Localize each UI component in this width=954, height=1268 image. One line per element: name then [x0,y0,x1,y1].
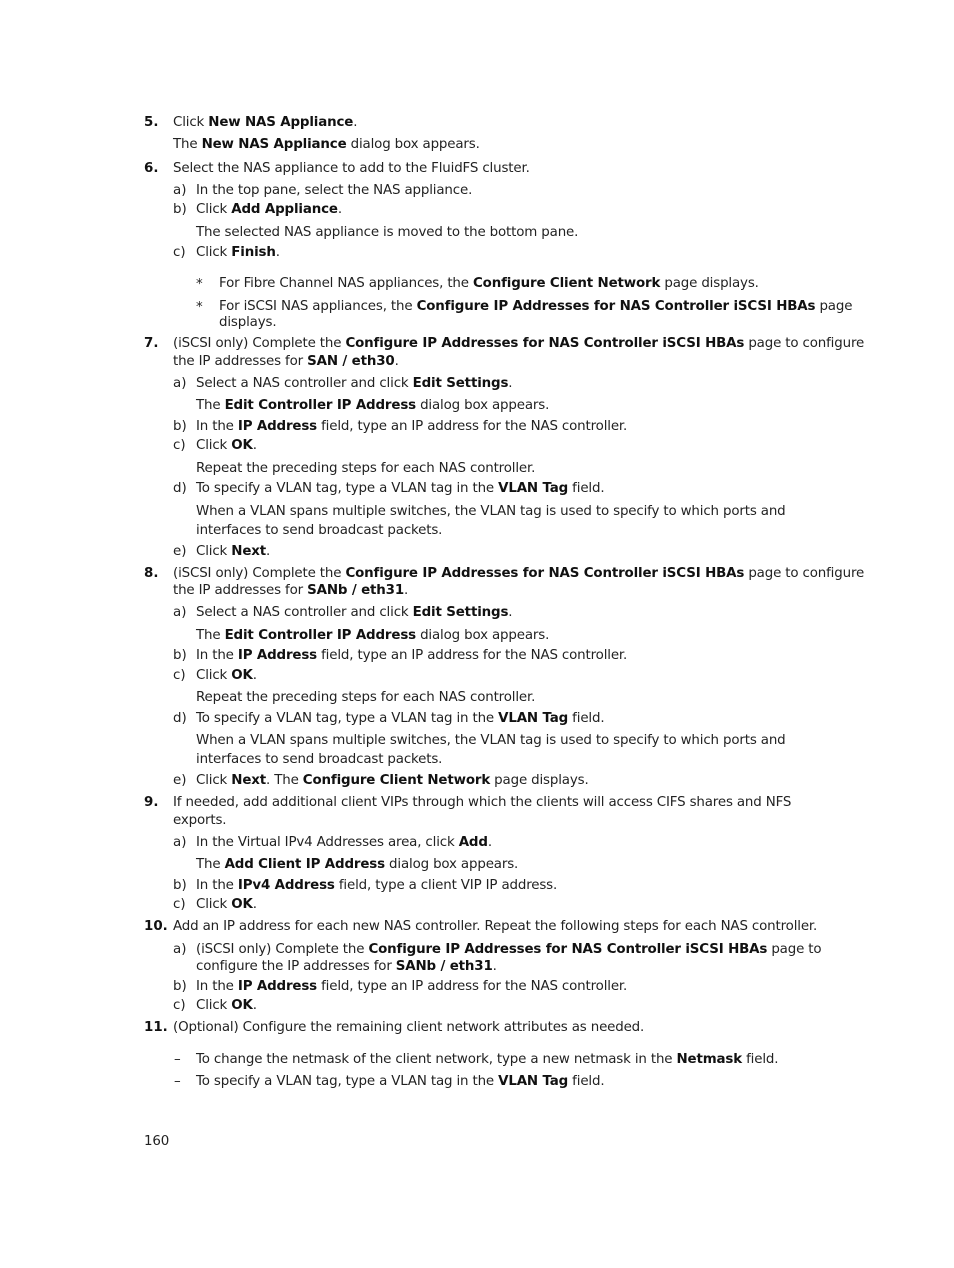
substep-text: In the Virtual IPv4 Addresses area, click Add. [196,835,492,850]
substep-text: Click Finish. [196,245,280,260]
dash-item-text: To specify a VLAN tag, type a VLAN tag in the VLAN Tag field. [196,1074,605,1089]
substep-text: Click Next. [196,544,271,559]
substep-text: configure the IP addresses for SANb / eth31. [196,959,497,974]
substep-result: interfaces to send broadcast packets. [196,752,443,767]
substep-label: e) [173,773,187,788]
substep-result: When a VLAN spans multiple switches, the VLAN tag is used to specify to which ports and [196,733,786,748]
step-text: the IP addresses for SAN / eth30. [173,354,399,369]
substep-text: In the IP Address field, type an IP address for the NAS controller. [196,979,628,994]
substep-result: When a VLAN spans multiple switches, the VLAN tag is used to specify to which ports and [196,504,786,519]
step-text: Add an IP address for each new NAS controller. Repeat the following steps for each NAS controller. [173,919,818,934]
substep-label: c) [173,438,186,453]
substep-text: Click OK. [196,668,257,683]
substep-result: The selected NAS appliance is moved to the bottom pane. [196,225,579,240]
step-text: (iSCSI only) Complete the Configure IP Addresses for NAS Controller iSCSI HBAs page to configure [173,566,865,581]
substep-label: a) [173,183,187,198]
step-number: 6. [144,161,159,176]
step-text: exports. [173,813,227,828]
step-number: 11. [144,1020,168,1035]
step-text: the IP addresses for SANb / eth31. [173,583,409,598]
substep-label: b) [173,648,187,663]
step-number: 5. [144,115,159,130]
substep-label: e) [173,544,187,559]
step-result: The New NAS Appliance dialog box appears. [173,137,480,152]
substep-label: a) [173,942,187,957]
substep-text: In the IPv4 Address field, type a client VIP IP address. [196,878,558,893]
bullet-text: For iSCSI NAS appliances, the Configure IP Addresses for NAS Controller iSCSI HBAs page [219,299,853,314]
substep-label: a) [173,605,187,620]
step-number: 9. [144,795,159,810]
bullet-marker: * [196,300,203,315]
substep-text: To specify a VLAN tag, type a VLAN tag in the VLAN Tag field. [196,481,605,496]
substep-result: interfaces to send broadcast packets. [196,523,443,538]
substep-label: d) [173,711,187,726]
substep-label: c) [173,897,186,912]
substep-label: d) [173,481,187,496]
step-text: If needed, add additional client VIPs through which the clients will access CIFS shares and NFS [173,795,792,810]
substep-label: a) [173,835,187,850]
substep-text: Click OK. [196,998,257,1013]
step-number: 10. [144,919,168,934]
substep-text: Click OK. [196,897,257,912]
bullet-text: For Fibre Channel NAS appliances, the Configure Client Network page displays. [219,276,759,291]
substep-result: The Edit Controller IP Address dialog box appears. [196,398,550,413]
substep-label: b) [173,878,187,893]
substep-text: In the IP Address field, type an IP address for the NAS controller. [196,419,628,434]
bullet-marker: * [196,277,203,292]
substep-label: b) [173,419,187,434]
substep-text: In the top pane, select the NAS appliance. [196,183,473,198]
substep-result: Repeat the preceding steps for each NAS controller. [196,690,536,705]
step-text: (Optional) Configure the remaining client network attributes as needed. [173,1020,645,1035]
page-number: 160 [144,1134,170,1149]
step-number: 8. [144,566,159,581]
substep-label: c) [173,245,186,260]
substep-label: c) [173,668,186,683]
step-text: Click New NAS Appliance. [173,115,358,130]
substep-label: a) [173,376,187,391]
dash-marker: – [174,1052,181,1067]
step-text: Select the NAS appliance to add to the FluidFS cluster. [173,161,530,176]
substep-result: The Edit Controller IP Address dialog box appears. [196,628,550,643]
step-number: 7. [144,336,159,351]
substep-result: Repeat the preceding steps for each NAS controller. [196,461,536,476]
substep-text: To specify a VLAN tag, type a VLAN tag in the VLAN Tag field. [196,711,605,726]
dash-item-text: To change the netmask of the client network, type a new netmask in the Netmask field. [196,1052,779,1067]
bullet-text: displays. [219,315,277,330]
substep-result: The Add Client IP Address dialog box appears. [196,857,519,872]
substep-text: Click OK. [196,438,257,453]
substep-text: Select a NAS controller and click Edit Settings. [196,376,513,391]
dash-marker: – [174,1074,181,1089]
substep-label: c) [173,998,186,1013]
step-text: (iSCSI only) Complete the Configure IP Addresses for NAS Controller iSCSI HBAs page to configure [173,336,865,351]
substep-text: (iSCSI only) Complete the Configure IP Addresses for NAS Controller iSCSI HBAs page to [196,942,822,957]
substep-label: b) [173,979,187,994]
substep-text: Click Next. The Configure Client Network page displays. [196,773,589,788]
substep-text: Select a NAS controller and click Edit Settings. [196,605,513,620]
substep-text: In the IP Address field, type an IP address for the NAS controller. [196,648,628,663]
substep-text: Click Add Appliance. [196,202,342,217]
substep-label: b) [173,202,187,217]
